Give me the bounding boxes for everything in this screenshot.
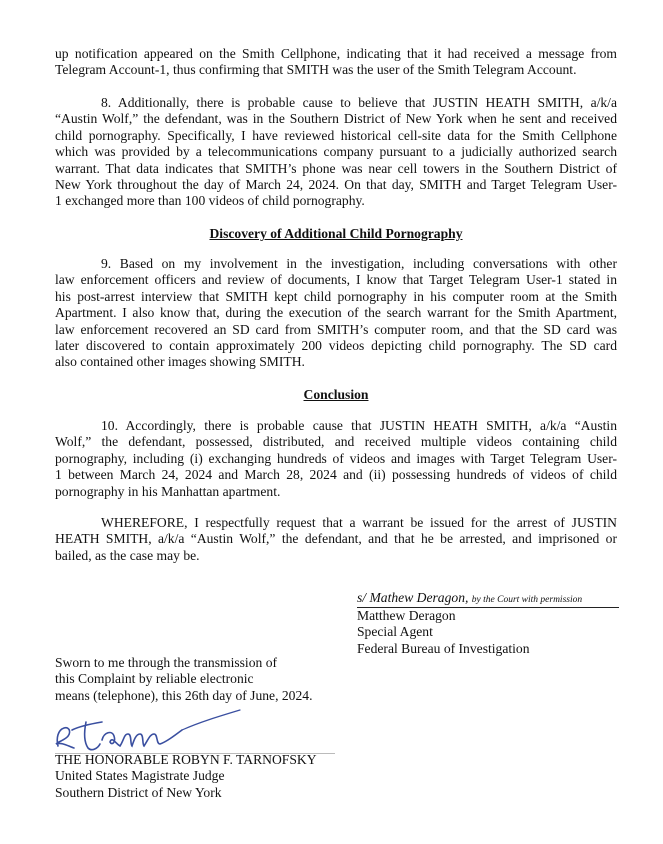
paragraph-continuation bbox=[55, 46, 617, 79]
paragraph-10 bbox=[55, 418, 617, 500]
text-line: this Complaint by reliable electronic bbox=[55, 671, 254, 687]
section-heading-discovery: Discovery of Additional Child Pornography bbox=[209, 226, 463, 241]
paragraph-9 bbox=[55, 256, 617, 371]
text-line: means (telephone), this 26th day of June, 2024. bbox=[55, 687, 313, 703]
text-line: which was provided by a telecommunications company pursuant to a judicially authorized search bbox=[55, 144, 617, 160]
agent-signature-block bbox=[357, 590, 619, 657]
paragraph-8 bbox=[55, 95, 617, 210]
text-line: law enforcement officers and review of documents, I know that Target Telegram User-1 stated in bbox=[55, 272, 617, 288]
agent-agency: Federal Bureau of Investigation bbox=[357, 640, 530, 656]
text-line: law enforcement recovered an SD card from SMITH’s computer room, and that the SD card was bbox=[55, 321, 617, 337]
handwritten-signature bbox=[50, 700, 340, 756]
text-line: warrant. That data indicates that SMITH’s phone was near cell towers in the Southern District of bbox=[55, 160, 617, 176]
text-line: also contained other images showing SMITH. bbox=[55, 354, 305, 370]
agent-name: Matthew Deragon bbox=[357, 608, 456, 623]
text-line: WHEREFORE, I respectfully request that a warrant be issued for the arrest of JUSTIN bbox=[101, 515, 617, 530]
text-line: child pornography. Specifically, I have reviewed historical cell-site data for the Smith Cellphone bbox=[55, 127, 617, 143]
text-line: bailed, as the case may be. bbox=[55, 547, 200, 563]
judge-signature-block bbox=[55, 752, 355, 801]
text-line: Telegram Account-1, thus confirming that SMITH was the user of the Smith Telegram Account. bbox=[55, 62, 577, 78]
section-heading-conclusion: Conclusion bbox=[303, 387, 369, 402]
text-line: Sworn to me through the transmission of bbox=[55, 655, 278, 670]
judge-district: Southern District of New York bbox=[55, 784, 222, 800]
signature-line bbox=[357, 590, 619, 608]
text-line: up notification appeared on the Smith Cellphone, indicating that it had received a message from bbox=[55, 46, 617, 61]
text-line: 1 between March 24, 2024 and March 28, 2024 and (ii) possessing hundreds of videos of child bbox=[55, 467, 617, 483]
text-line: 9. Based on my involvement in the investigation, including conversations with other bbox=[101, 256, 617, 271]
text-line: 1 exchanged more than 100 videos of child pornography. bbox=[55, 193, 365, 209]
text-line: 8. Additionally, there is probable cause to believe that JUSTIN HEATH SMITH, a/k/a bbox=[101, 95, 617, 110]
signed-name: s/ Mathew Deragon, bbox=[357, 590, 469, 605]
text-line: Apartment. I also know that, during the execution of the search warrant for the Smith Apartment, bbox=[55, 305, 617, 321]
paragraph-wherefore bbox=[55, 515, 617, 564]
text-line: his post-arrest interview that SMITH kept child pornography in his computer room at the Smith bbox=[55, 288, 617, 304]
text-line: later discovered to contain approximately 200 videos depicting child pornography. The SD card bbox=[55, 337, 617, 353]
text-line: HEATH SMITH, a/k/a “Austin Wolf,” the defendant, and that he be arrested, and imprisoned or bbox=[55, 531, 617, 547]
judge-title: United States Magistrate Judge bbox=[55, 768, 225, 784]
text-line: “Austin Wolf,” the defendant, was in the Southern District of New York when he sent and received bbox=[55, 111, 617, 127]
text-line: pornography, including (i) exchanging hundreds of videos and images with Target Telegram User- bbox=[55, 450, 617, 466]
text-line: New York throughout the day of March 24, 2024. On that day, SMITH and Target Telegram User- bbox=[55, 176, 617, 192]
judge-name: THE HONORABLE ROBYN F. TARNOFSKY bbox=[55, 752, 317, 767]
agent-title: Special Agent bbox=[357, 624, 433, 640]
permission-note: by the Court with permission bbox=[471, 595, 583, 605]
sworn-statement bbox=[55, 655, 355, 704]
text-line: 10. Accordingly, there is probable cause that JUSTIN HEATH SMITH, a/k/a “Austin bbox=[101, 418, 617, 433]
text-line: Wolf,” the defendant, possessed, distributed, and received multiple videos containing child bbox=[55, 434, 617, 450]
text-line: pornography in his Manhattan apartment. bbox=[55, 483, 281, 499]
